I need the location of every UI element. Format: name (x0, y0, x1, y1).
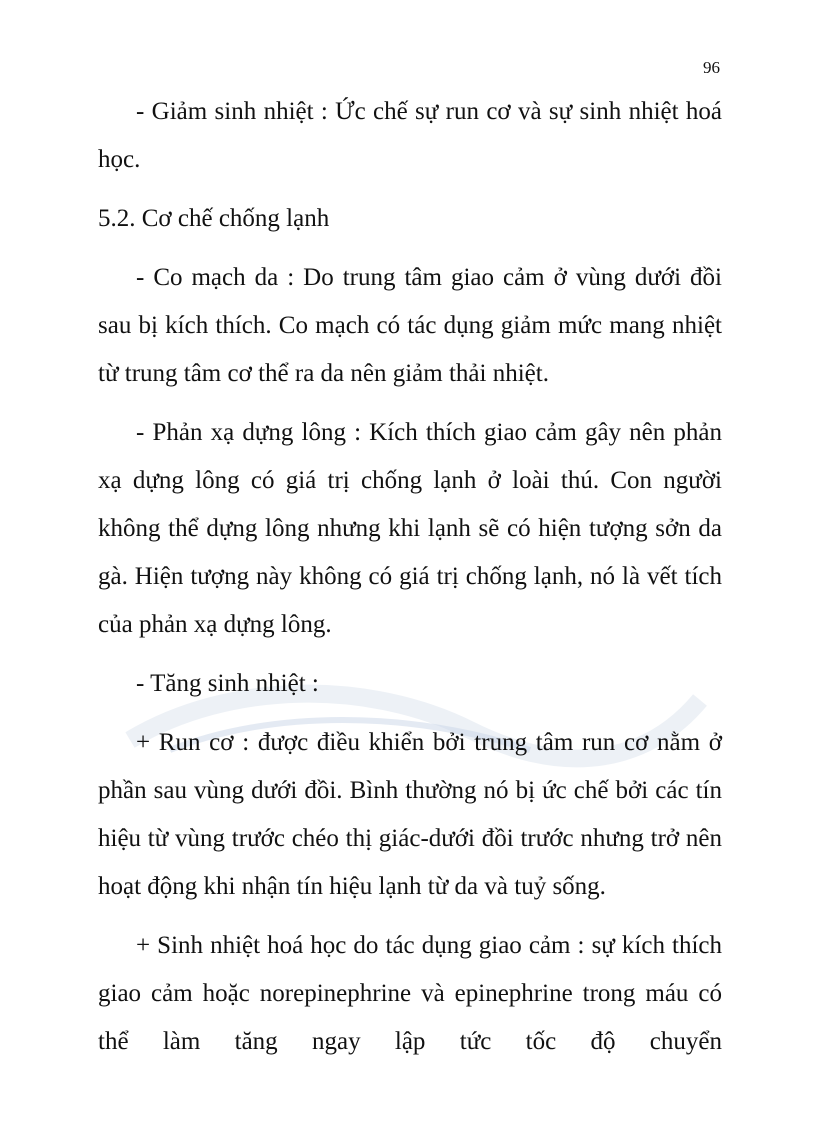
paragraph-chemical-thermogenesis: + Sinh nhiệt hoá học do tác dụng giao cảm : sự kích thích giao cảm hoặc norepinephrine và epinephrine trong máu có thể làm tăng ngay lập tức tốc độ chuyển (98, 932, 722, 1055)
paragraph-increase-heat-production: - Tăng sinh nhiệt : (136, 670, 319, 697)
paragraph-skin-vasoconstriction: - Co mạch da : Do trung tâm giao cảm ở vùng dưới đồi sau bị kích thích. Co mạch có tác dụng giảm mức mang nhiệt từ trung tâm cơ thể ra da nên giảm thải nhiệt. (98, 264, 722, 387)
page-number: 96 (703, 58, 720, 77)
paragraph-reduce-heat-production: - Giảm sinh nhiệt : Ức chế sự run cơ và sự sinh nhiệt hoá học. (98, 98, 722, 173)
paragraph-piloerection-reflex: - Phản xạ dựng lông : Kích thích giao cảm gây nên phản xạ dựng lông có giá trị chống lạnh ở loài thú. Con người không thể dựng lông nhưng khi lạnh sẽ có hiện tượng sởn da gà. Hiện tượng này không có giá trị chống lạnh, nó là vết tích của phản xạ dựng lông. (98, 419, 722, 638)
section-heading-cold-defense: 5.2. Cơ chế chống lạnh (98, 205, 330, 232)
document-body (98, 88, 722, 1066)
paragraph-shivering: + Run cơ : được điều khiển bởi trung tâm run cơ nằm ở phần sau vùng dưới đồi. Bình thường nó bị ức chế bởi các tín hiệu từ vùng trước chéo thị giác-dưới đồi trước nhưng trở nên hoạt động khi nhận tín hiệu lạnh từ da và tuỷ sống. (98, 729, 722, 900)
